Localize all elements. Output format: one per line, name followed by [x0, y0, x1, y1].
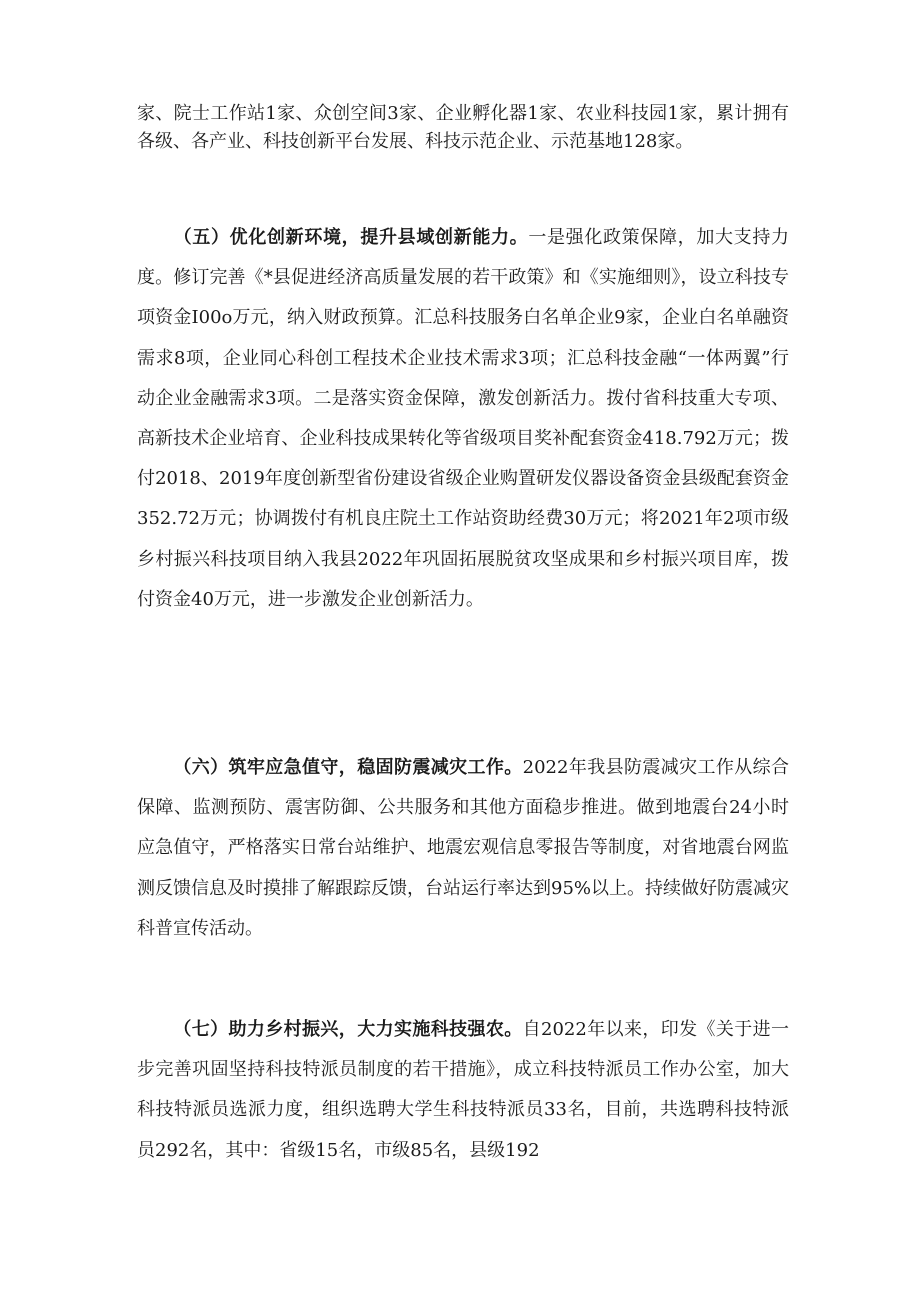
- section-heading: （五）优化创新环境，提升县域创新能力。: [173, 227, 529, 248]
- paragraph-text: 家、院士工作站1家、众创空间3家、企业孵化器1家、农业科技园1家，累计拥有各级、各产业、科技创新平台发展、科技示范企业、示范基地128家。: [137, 103, 789, 152]
- section-heading: （七）助力乡村振兴，大力实施科技强农。: [173, 1019, 523, 1040]
- paragraph-section-6: [137, 748, 789, 949]
- section-heading: （六）筑牢应急值守，稳固防震减灾工作。: [173, 757, 523, 778]
- paragraph-text: 2022年我县防震减灾工作从综合保障、监测预防、震害防御、公共服务和其他方面稳步推进。做到地震台24小时应急值守，严格落实日常台站维护、地震宏观信息零报告等制度，对省地震台网监测反馈信息及时摸排了解跟踪反馈，台站运行率达到95%以上。持续做好防震减灾科普宣传活动。: [137, 757, 790, 939]
- paragraph-section-5: [137, 218, 789, 620]
- paragraph-text: 一是强化政策保障，加大支持力度。修订完善《*县促进经济高质量发展的若干政策》和《实施细则》，设立科技专项资金I00o万元，纳入财政预算。汇总科技服务白名单企业9家，企业白名单融资需求8项，企业同心科创工程技术企业技术需求3项；汇总科技金融“一体两翼”行动企业金融需求3项。二是落实资金保障，激发创新活力。拨付省科技重大专项、高新技术企业培育、企业科技成果转化等省级项目奖补配套资金418.792万元；拨付2018、2019年度创新型省份建设省级企业购置研发仪器设备资金县级配套资金352.72万元；协调拨付有机良庄院土工作站资助经费30万元；将2021年2项市级乡村振兴科技项目纳入我县2022年巩固拓展脱贫攻坚成果和乡村振兴项目库，拨付资金40万元，进一步激发企业创新活力。: [137, 227, 790, 610]
- paragraph-text: 自2022年以来，印发《关于进一步完善巩固坚持科技特派员制度的若干措施》，成立科技特派员工作办公室，加大科技特派员选派力度，组织选聘大学生科技特派员33名，目前，共选聘科技特派员292名，其中：省级15名，市级85名，县级192: [137, 1019, 790, 1161]
- paragraph-continued: [137, 100, 789, 156]
- paragraph-section-7: [137, 1010, 789, 1171]
